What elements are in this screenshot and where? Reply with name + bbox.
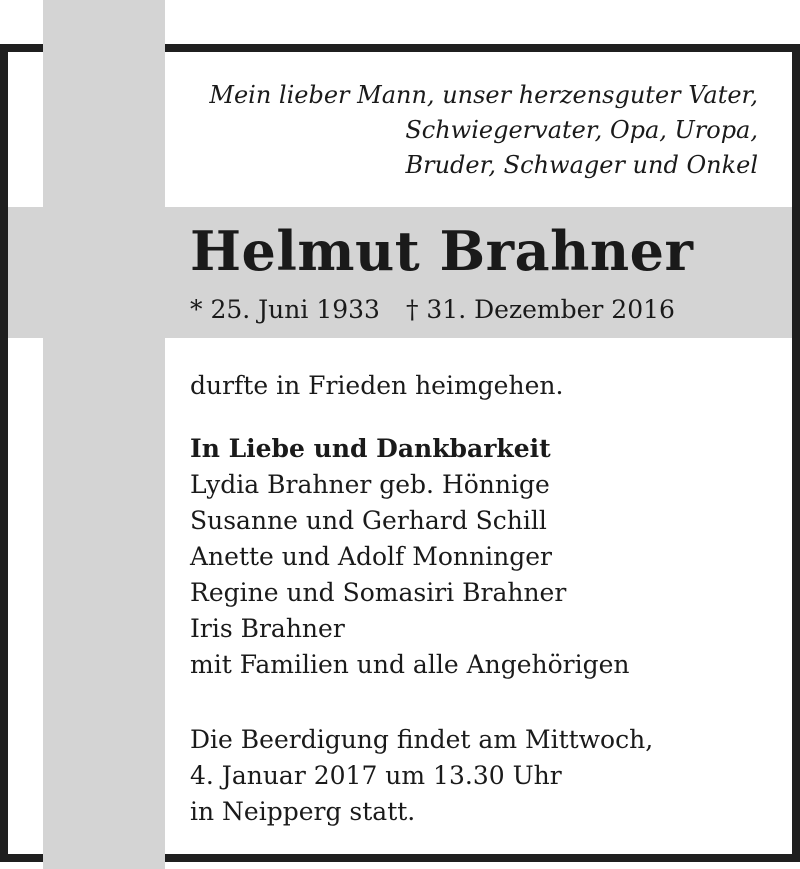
intro-line: Schwiegervater, Opa, Uropa, [405, 116, 758, 144]
intro-line: Mein lieber Mann, unser herzensguter Vater, [209, 81, 758, 109]
funeral-line: Die Beerdigung findet am Mittwoch, [190, 725, 654, 754]
funeral-line: 4. Januar 2017 um 13.30 Uhr [190, 761, 562, 790]
family-member: Iris Brahner [190, 614, 345, 643]
family-member: Regine und Somasiri Brahner [190, 578, 567, 607]
life-dates [190, 292, 675, 328]
funeral-info [190, 722, 653, 830]
family-heading: In Liebe und Dankbarkeit [190, 434, 551, 463]
intro-line: Bruder, Schwager und Onkel [405, 151, 758, 179]
family-member: Susanne und Gerhard Schill [190, 506, 547, 535]
family-list [190, 431, 630, 683]
cross-vertical-bar [43, 0, 165, 869]
funeral-line: in Neipperg statt. [190, 797, 416, 826]
intro-text [209, 78, 758, 183]
death-date: † 31. Dezember 2016 [405, 295, 675, 324]
family-member: mit Familien und alle Angehörigen [190, 650, 630, 679]
deceased-name: Helmut Brahner [190, 219, 694, 283]
passed-text: durfte in Frieden heimgehen. [190, 371, 564, 400]
family-member: Lydia Brahner geb. Hönnige [190, 470, 550, 499]
family-member: Anette und Adolf Monninger [190, 542, 552, 571]
birth-date: * 25. Juni 1933 [190, 295, 380, 324]
